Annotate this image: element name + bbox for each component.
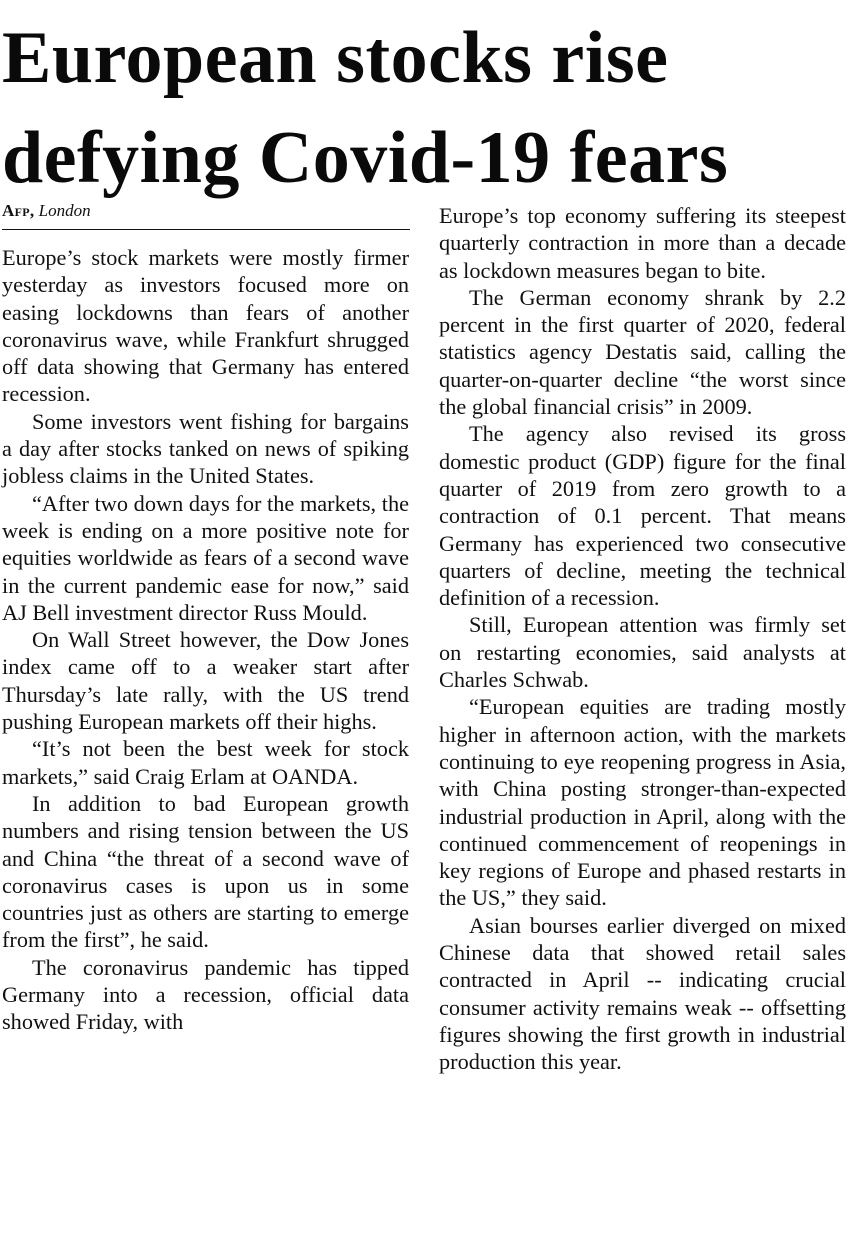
paragraph: “After two down days for the markets, the week is ending on a more positive note for equities worldwide as fears of a second wave in the current pandemic ease for now,” said AJ Bell investment director Russ Mould.	[2, 490, 409, 625]
byline-divider	[2, 229, 410, 230]
paragraph: The German economy shrank by 2.2 percent in the first quarter of 2020, federal statistics agency Destatis said, calling the quarter-on-quarter decline “the worst since the global financial crisis” in 2009.	[439, 284, 846, 420]
paragraph: The agency also revised its gross domestic product (GDP) figure for the final quarter of 2019 from zero growth to a contraction of 0.1 percent. That means Germany has experienced two consecutive quarters of decline, meeting the technical definition of a recession.	[439, 421, 846, 611]
headline-line-1: European stocks rise	[2, 17, 669, 99]
paragraph: The coronavirus pandemic has tipped Germany into a recession, official data showed Friday, with	[2, 954, 409, 1035]
headline-line-2: defying Covid-19 fears	[2, 117, 729, 199]
left-column	[2, 244, 409, 1036]
byline	[2, 200, 408, 222]
byline-location: London	[38, 201, 91, 220]
paragraph: “European equities are trading mostly higher in afternoon action, with the markets continuing to eye reopening progress in Asia, with China posting stronger-than-expected industrial production in April, along with the continued commencement of reopenings in key regions of Europe and phased restarts in the US,” they said.	[439, 694, 846, 911]
paragraph: Some investors went fishing for bargains a day after stocks tanked on news of spiking jobless claims in the United States.	[2, 408, 409, 489]
paragraph: Europe’s stock markets were mostly firmer yesterday as investors focused more on easing lockdowns than fears of another coronavirus wave, while Frankfurt shrugged off data showing that Germany has entered recession.	[2, 245, 409, 407]
paragraph: “It’s not been the best week for stock markets,” said Craig Erlam at OANDA.	[2, 736, 409, 789]
paragraph: Asian bourses earlier diverged on mixed Chinese data that showed retail sales contracted in April -- indicating crucial consumer activity remains weak -- offsetting figures showing the first growth in industrial production this year.	[439, 912, 846, 1075]
headline	[2, 8, 846, 208]
byline-agency: Afp,	[2, 201, 35, 220]
paragraph: In addition to bad European growth numbers and rising tension between the US and China “the threat of a second wave of coronavirus cases is upon us in some countries just as others are starting to emerge from the first”, he said.	[2, 790, 409, 953]
paragraph: Still, European attention was firmly set on restarting economies, said analysts at Charles Schwab.	[439, 612, 846, 693]
paragraph-continued: Europe’s top economy suffering its steepest quarterly contraction in more than a decade as lockdown measures began to bite.	[439, 203, 846, 283]
paragraph: On Wall Street however, the Dow Jones index came off to a weaker start after Thursday’s late rally, with the US trend pushing European markets off their highs.	[2, 627, 409, 735]
right-column	[439, 202, 846, 1076]
